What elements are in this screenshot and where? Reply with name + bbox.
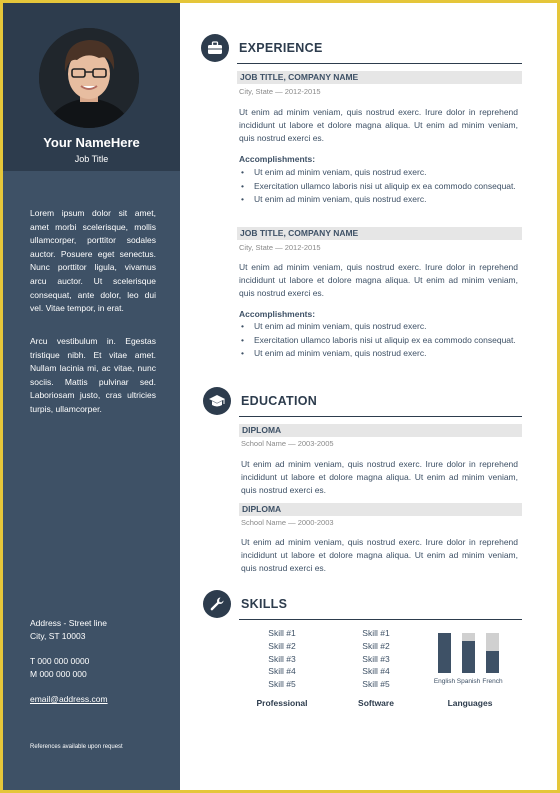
experience-title: EXPERIENCE — [239, 41, 323, 55]
list-item: Skill #4 — [268, 666, 296, 677]
graduation-cap-icon — [203, 387, 231, 415]
address-line-2: City, ST 10003 — [30, 630, 86, 641]
resume-page — [3, 3, 557, 790]
edu-2-heading: DIPLOMA — [239, 503, 522, 516]
list-item: Skill #2 — [362, 640, 390, 651]
list-item: • Ut enim ad minim veniam, quis nostrud exerc. — [239, 321, 518, 333]
list-item: Skill #4 — [362, 666, 390, 677]
job-2-accomplishments-label: Accomplishments: — [239, 309, 316, 319]
address-line-1: Address - Street line — [30, 618, 108, 628]
address-block — [30, 617, 107, 642]
edu-1-meta: School Name — 2003-2005 — [241, 439, 334, 448]
list-item: • Ut enim ad minim veniam, quis nostrud exerc. — [239, 194, 518, 206]
experience-rule — [237, 63, 522, 64]
job-2-description: Ut enim ad minim veniam, quis nostrud exerc. Irure dolor in reprehend incididunt ut labore et dolore magna aliqua. Ut enim ad minim veniam, quis nostrud exerci es. — [239, 262, 518, 298]
list-item: Skill #3 — [268, 653, 296, 664]
edu-2-description: Ut enim ad minim veniam, quis nostrud exerc. Irure dolor in reprehend incididunt ut labore et dolore magna aliqua. Ut enim ad minim veniam, quis nostrud exerci es. — [241, 537, 518, 573]
wrench-icon — [203, 590, 231, 618]
bar-spanish — [462, 641, 475, 673]
briefcase-icon — [201, 34, 229, 62]
bio-paragraph-1: Lorem ipsum dolor sit amet, amet morbi scelerisque, mollis ullamcorper, porttitor sodales auctor. Posuere eget senectus. Nunc porttitor ligula, vivamus arcu auctor. Ut scelerisque consequat, ante dolor, leo dui vel. Vitae tempor, in erat. — [30, 208, 156, 314]
skills-title: SKILLS — [241, 597, 288, 611]
sidebar — [3, 3, 180, 790]
edu-2-meta: School Name — 2000-2003 — [241, 518, 334, 527]
education-title: EDUCATION — [241, 394, 318, 408]
list-item: Skill #3 — [362, 653, 390, 664]
bar-french — [486, 651, 499, 673]
languages-chart — [432, 631, 512, 693]
job-1-description: Ut enim ad minim veniam, quis nostrud exerc. Irure dolor in reprehend incididunt ut labore et dolore magna aliqua. Ut enim ad minim veniam, quis nostrud exerci es. — [239, 107, 518, 143]
phone-block — [30, 655, 89, 680]
job-2-heading: JOB TITLE, COMPANY NAME — [237, 227, 522, 240]
languages-label: Languages — [447, 698, 493, 708]
list-item: Skill #1 — [362, 628, 390, 638]
tick-label-french: French — [482, 678, 503, 685]
main-content — [180, 3, 557, 790]
professional-skills — [250, 627, 314, 691]
edu-1-description: Ut enim ad minim veniam, quis nostrud exerc. Irure dolor in reprehend incididunt ut labore et dolore magna aliqua. Ut enim ad minim veniam, quis nostrud exerci es. — [241, 459, 518, 495]
job-2-meta: City, State — 2012-2015 — [239, 243, 321, 252]
job-2-accomplishments — [239, 321, 518, 362]
list-item: • Ut enim ad minim veniam, quis nostrud exerc. — [239, 167, 518, 179]
tick-label-spanish: Spanish — [456, 678, 481, 685]
professional-label: Professional — [256, 698, 308, 708]
job-1-accomplishments — [239, 167, 518, 208]
phone-t: T 000 000 0000 — [30, 656, 90, 666]
bar-english — [438, 633, 451, 673]
education-rule — [239, 416, 522, 417]
person-job-title: Job Title — [74, 154, 109, 164]
references-note: References available upon request — [30, 744, 123, 750]
phone-m: M 000 000 000 — [30, 668, 87, 679]
job-1-heading: JOB TITLE, COMPANY NAME — [237, 71, 522, 84]
edu-1-heading: DIPLOMA — [239, 424, 522, 437]
software-label: Software — [358, 698, 394, 708]
skills-rule — [239, 619, 522, 620]
profile-photo — [39, 28, 139, 128]
list-item: Skill #5 — [268, 679, 296, 690]
list-item: • Ut enim ad minim veniam, quis nostrud exerc. — [239, 348, 518, 360]
bio-paragraph-2: Arcu vestibulum in. Egestas tristique nibh. Et vitae amet. Nullam lacinia mi, ac vitae, nunc sociis. Mattis pulvinar sed. Laboriosam justo, cras ultricies turpis, ullamcorper. — [30, 336, 156, 414]
software-skills — [344, 627, 408, 691]
list-item: • Exercitation ullamco laboris nisi ut aliquip ex ea commodo consequat. — [239, 335, 518, 347]
tick-label-english: English — [433, 678, 456, 685]
job-1-meta: City, State — 2012-2015 — [239, 87, 321, 96]
job-1-accomplishments-label: Accomplishments: — [239, 154, 316, 164]
list-item: Skill #1 — [268, 628, 296, 638]
list-item: Skill #5 — [362, 679, 390, 690]
list-item: Skill #2 — [268, 640, 296, 651]
person-name: Your NameHere — [43, 135, 140, 150]
list-item: • Exercitation ullamco laboris nisi ut aliquip ex ea commodo consequat. — [239, 181, 518, 193]
email-link[interactable]: email@address.com — [30, 694, 108, 704]
